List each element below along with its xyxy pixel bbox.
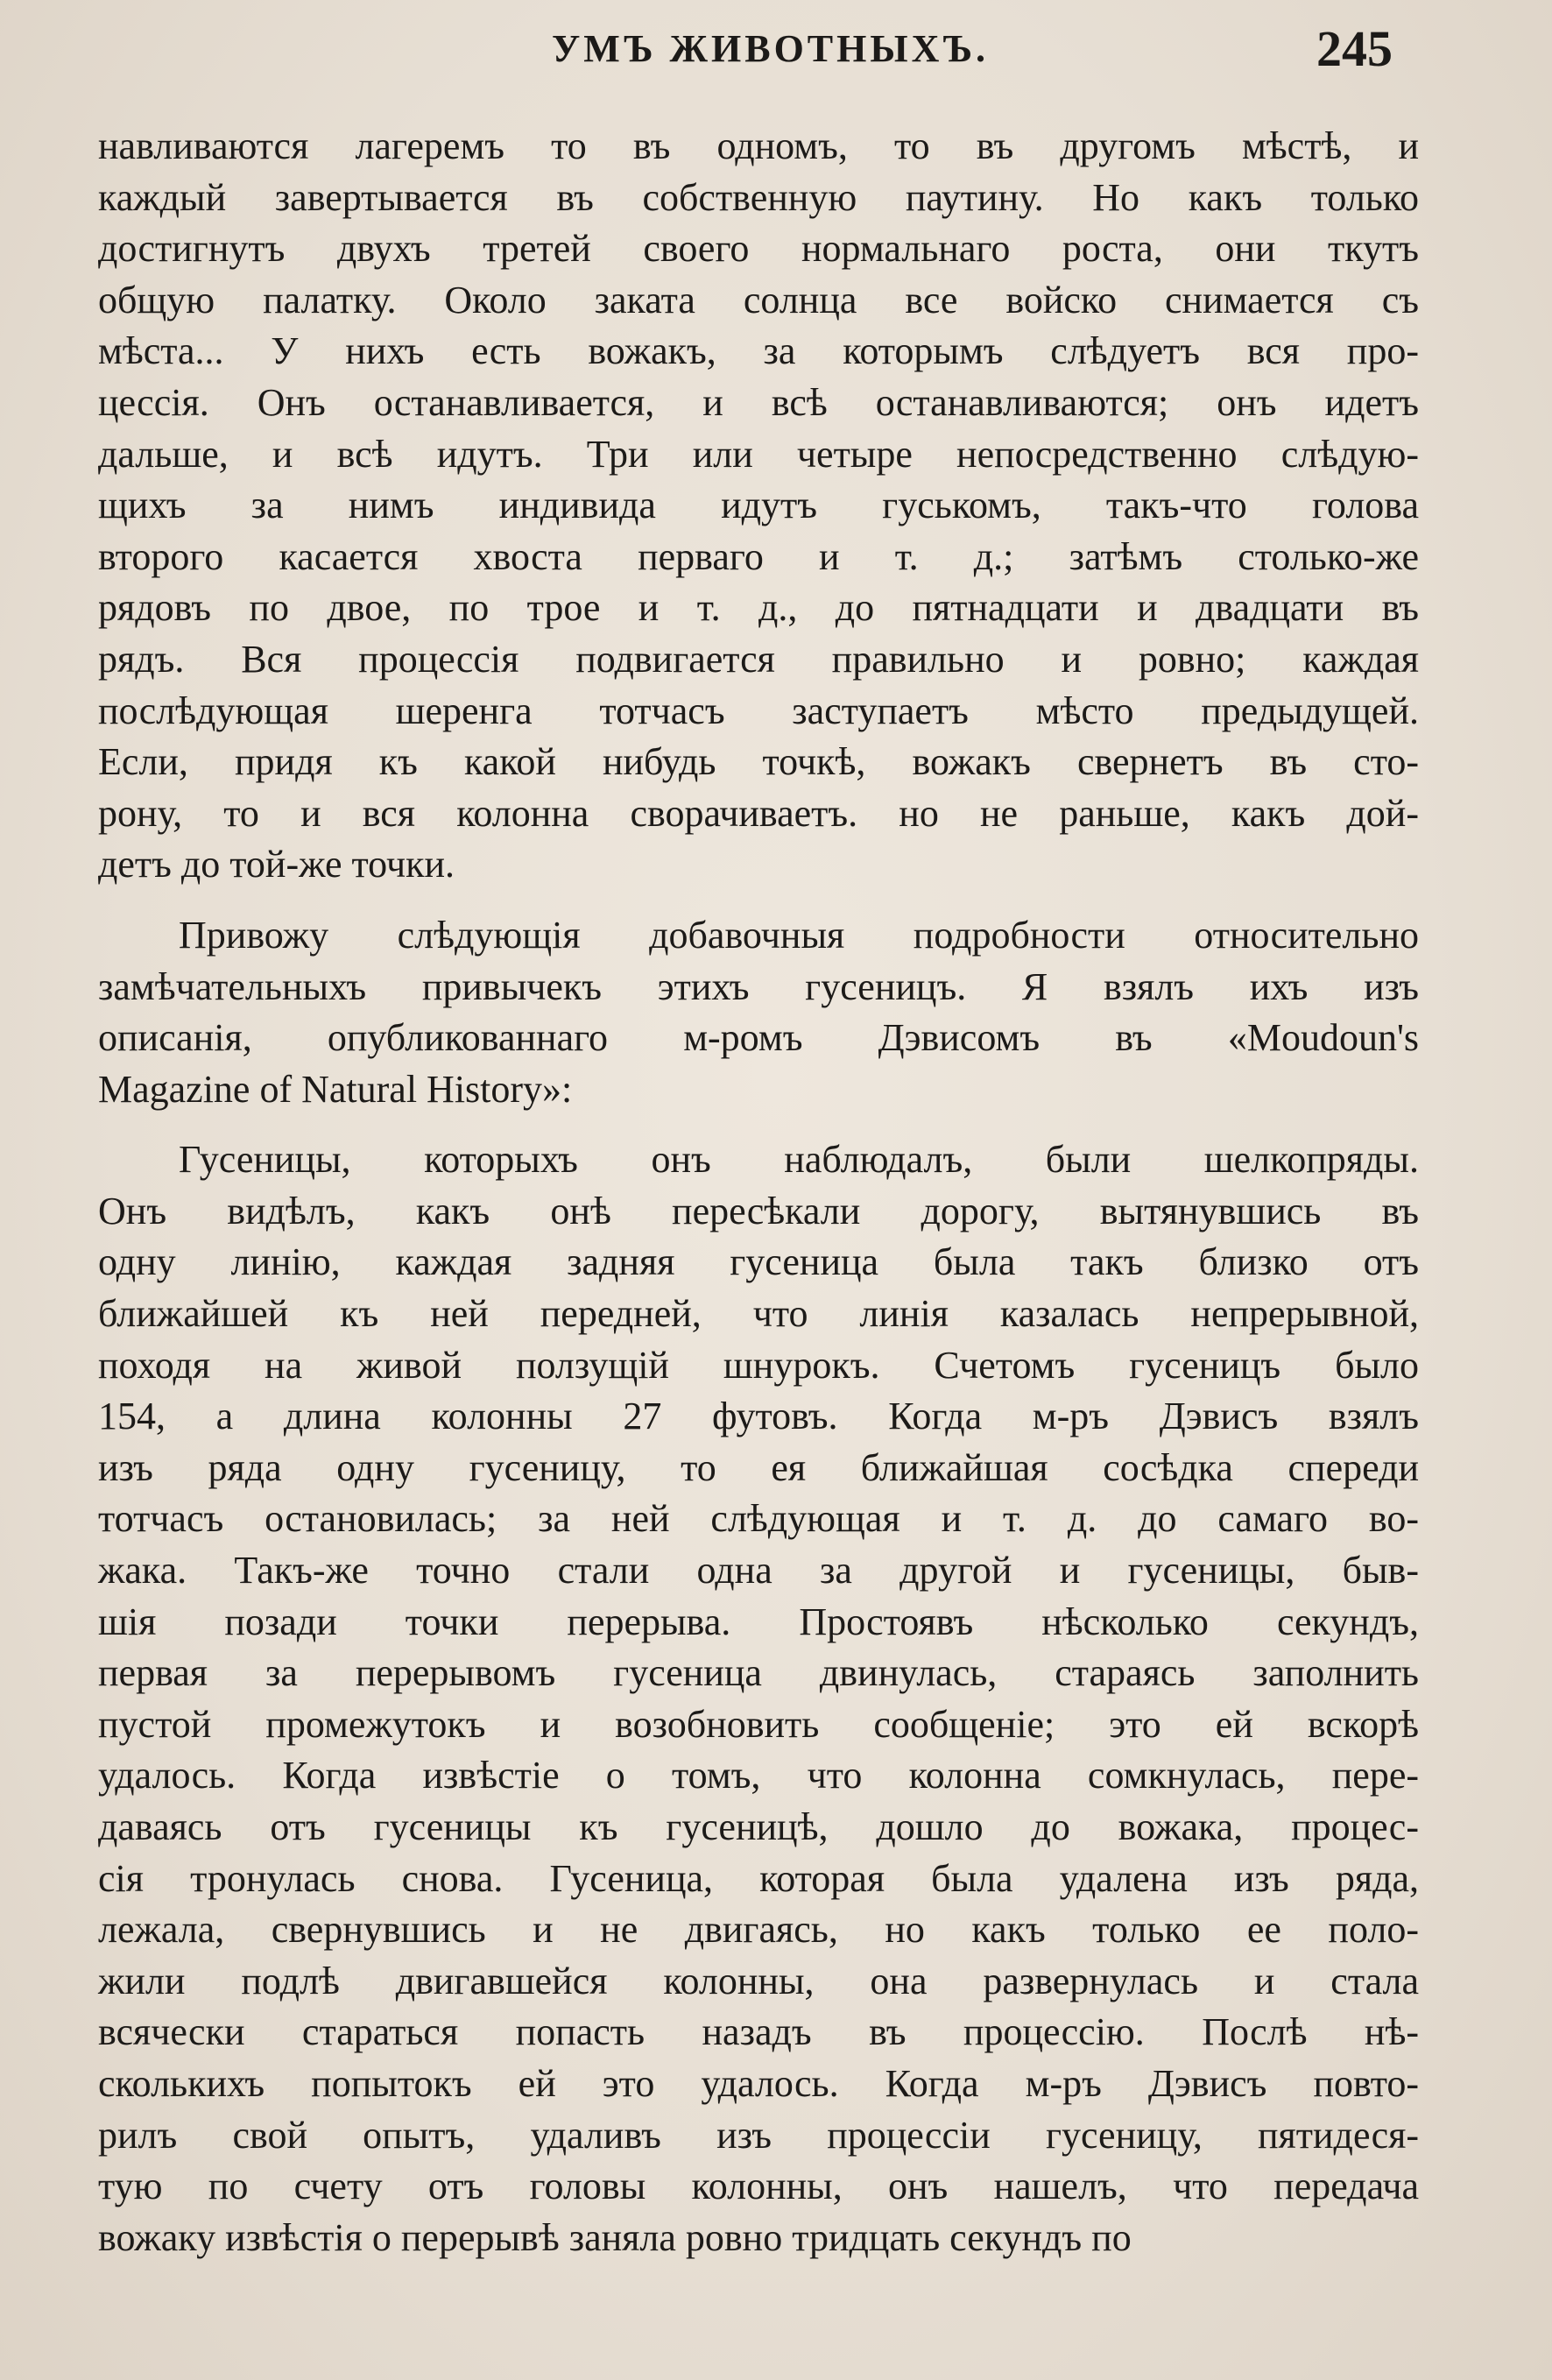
text-line: Гусеницы, которыхъ онъ наблюдалъ, были шелкопряды. [179,1138,1419,1182]
text-line: рону, то и вся колонна сворачиваетъ. но не раньше, какъ дой- [98,791,1419,835]
text-line: каждый завертывается въ собственную паутину. Но какъ только [98,175,1419,219]
text-line: навливаются лагеремъ то въ одномъ, то въ другомъ мѣстѣ, и [98,124,1419,167]
text-line: 154, а длина колонны 27 футовъ. Когда м-ръ Дэвисъ взялъ [98,1395,1419,1438]
text-line: удалось. Когда извѣстіе о томъ, что колонна сомкнулась, пере- [98,1754,1419,1797]
text-line: вожаку извѣстія о перерывѣ заняла ровно тридцать секундъ по [98,2215,1132,2259]
text-line: общую палатку. Около заката солнца все войско снимается съ [98,278,1419,321]
running-title: УМЪ ЖИВОТНЫХЪ. [552,27,990,70]
text-line: второго касается хвоста перваго и т. д.; затѣмъ столько-же [98,534,1419,578]
text-line: послѣдующая шеренга тотчасъ заступаетъ мѣсто предыдущей. [98,689,1419,732]
paragraph [98,1134,1419,2263]
text-line: шія позади точки перерыва. Простоявъ нѣсколько секундъ, [98,1600,1419,1643]
text-line: пустой промежутокъ и возобновить сообщеніе; это ей вскорѣ [98,1702,1419,1746]
text-line: сколькихъ попытокъ ей это удалось. Когда м-ръ Дэвисъ повто- [98,2061,1419,2105]
text-line: достигнутъ двухъ третей своего нормальнаго роста, они ткутъ [98,227,1419,271]
text-line: дальше, и всѣ идутъ. Три или четыре непосредственно слѣдую- [98,432,1419,476]
text-line: рядовъ по двое, по трое и т. д., до пятнадцати и двадцати въ [98,586,1419,630]
page-number: 245 [1316,20,1393,77]
text-line: замѣчательныхъ привычекъ этихъ гусеницъ. Я взялъ ихъ изъ [98,964,1419,1008]
text-line: ближайшей къ ней передней, что линія казалась непрерывной, [98,1292,1419,1336]
text-line: всячески стараться попасть назадъ въ процессію. Послѣ нѣ- [98,2010,1419,2054]
text-line: изъ ряда одну гусеницу, то ея ближайшая сосѣдка спереди [98,1445,1419,1489]
text-line: Если, придя къ какой нибудь точкѣ, вожакъ свернетъ въ сто- [98,740,1419,784]
text-line: щихъ за нимъ индивида идутъ гуськомъ, такъ-что голова [98,484,1419,527]
text-line: одну линію, каждая задняя гусеница была такъ близко отъ [98,1240,1419,1284]
text-line: тотчасъ остановилась; за ней слѣдующая и т. д. до самаго во- [98,1497,1419,1541]
text-line: описанія, опубликованнаго м-ромъ Дэвисомъ въ «Moudoun's [98,1016,1419,1060]
text-line: тую по счету отъ головы колонны, онъ нашелъ, что передача [98,2165,1419,2208]
text-line: лежала, свернувшись и не двигаясь, но какъ только ее поло- [98,1908,1419,1952]
text-line: жака. Такъ-же точно стали одна за другой и гусеницы, быв- [98,1549,1419,1593]
text-line: детъ до той-же точки. [98,843,455,886]
text-line: сія тронулась снова. Гусеница, которая была удалена изъ ряда, [98,1856,1419,1900]
paragraph [98,121,1419,891]
text-line: жили подлѣ двигавшейся колонны, она развернулась и стала [98,1959,1419,2002]
text-line: первая за перерывомъ гусеница двинулась, стараясь заполнить [98,1651,1419,1695]
text-line: Онъ видѣлъ, какъ онѣ пересѣкали дорогу, вытянувшись въ [98,1189,1419,1232]
text-line: рядъ. Вся процессія подвигается правильно и ровно; каждая [98,637,1419,681]
text-line: рилъ свой опытъ, удаливъ изъ процессіи гусеницу, пятидеся- [98,2113,1419,2157]
text-line: цессія. Онъ останавливается, и всѣ останавливаются; онъ идетъ [98,380,1419,424]
text-line: Привожу слѣдующія добавочныя подробности относительно [179,913,1419,957]
body-text [98,121,1419,2263]
text-line: мѣста... У нихъ есть вожакъ, за которымъ слѣдуетъ вся про- [98,329,1419,373]
text-line: Magazine of Natural History»: [98,1067,573,1111]
text-line: походя на живой ползущій шнурокъ. Счетомъ гусеницъ было [98,1343,1419,1387]
page-header [96,19,1393,81]
text-line: даваясь отъ гусеницы къ гусеницѣ, дошло до вожака, процес- [98,1805,1419,1848]
paragraph [98,910,1419,1115]
